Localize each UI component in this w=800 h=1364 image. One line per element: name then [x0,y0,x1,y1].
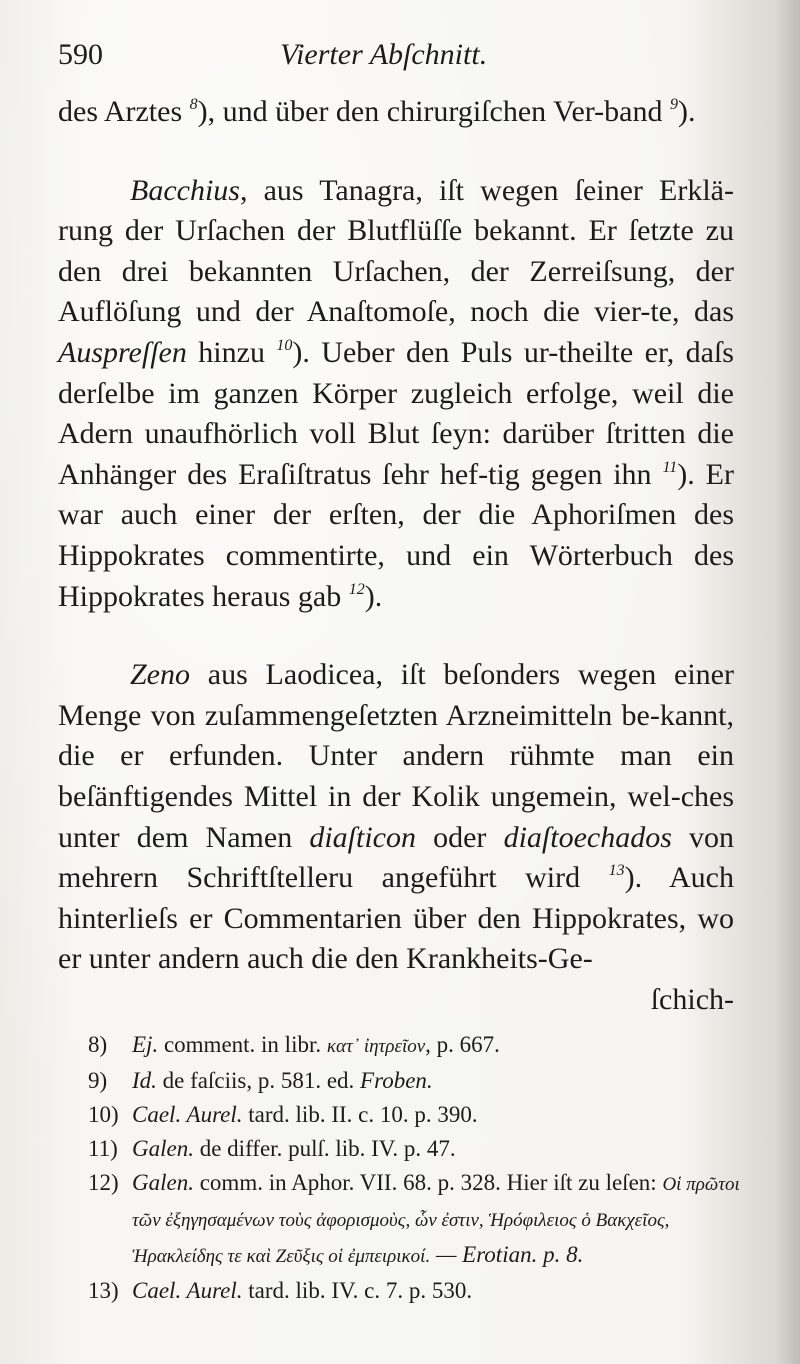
footnote-author: Cael. Aurel. [132,1278,243,1303]
footnote [88,1132,748,1166]
footnote-ref: 11 [662,458,678,476]
main-text [58,92,734,1020]
footnote [88,1028,748,1064]
text-run: ). [677,95,696,128]
footnote-edition: Froben. [360,1068,433,1093]
catchword: ſchich- [650,982,734,1016]
page-header [58,38,738,82]
footnote-greek: κατ᾽ ἰητρεῖον [326,1036,426,1057]
footnote-ref: 10 [276,336,293,354]
footnote-text: tard. lib. II. c. 10. p. 390. [242,1102,478,1127]
footnote-greek: Οἱ πρῶτοι τῶν ἐξηγησαμένων τοὺς ἀφορισμοὺς, ὧν ἐστιν, Ἡρόφιλειος ὁ Βακχεῖος, Ἡρακλείδης τε καὶ Ζεῦξις οἱ ἐμπειρικοί. [132,1174,740,1267]
person-name: Zeno [130,658,190,692]
text-run: ), und über den chirurgiſchen Ver-band [197,95,670,128]
footnote-number: 10) [88,1102,119,1127]
person-name: Bacchius [130,173,240,207]
footnotes [88,1028,748,1308]
text-run: ). Er war auch einer der erſten, der die Aphoriſmen des Hippokrates commentirte, und ein Wörterbuch des Hippokrates heraus gab [58,457,734,613]
paragraph-bacchius [58,171,734,618]
text-run: oder [415,820,504,854]
footnote-text: , p. 667. [425,1032,500,1057]
text-run: ). Auch hinterlieſs er Commentarien über den Hippokrates, wo er unter andern auch die den Krankheits-Ge- [58,861,734,976]
footnote-ref: 12 [348,580,365,598]
text-run: , aus Tanagra, iſt wegen ſeiner Erklä-rung der Urſachen der Blutflüſſe bekannt. Er ſetzte zu den drei bekannten Urſachen, der Zerreiſsung, der Auflöſung und der Anaſtomoſe, noch die vier-te, das [58,173,734,329]
footnote [88,1098,748,1132]
term: diaſtoechados [503,820,672,854]
footnote [88,1166,748,1274]
footnote-author: Galen. [132,1136,194,1161]
paragraph-continuation [58,92,734,133]
footnote-ref: 8 [189,96,198,113]
footnote-text: comment. in libr. [158,1032,327,1057]
footnote-author: Id. [132,1068,157,1093]
footnote-text: comm. in Aphor. VII. 68. p. 328. Hier iſt zu leſen: [193,1170,663,1195]
text-run: ). [364,579,383,613]
footnote [88,1274,748,1308]
footnote-author: Galen. [132,1170,194,1195]
footnote-text: de faſciis, p. 581. ed. [156,1068,361,1093]
footnote-author: Ej. [132,1032,159,1057]
footnote-ref: 9 [669,96,678,113]
footnote-ref: 13 [608,862,625,880]
footnote-text: de differ. pulſ. lib. IV. p. 47. [193,1136,456,1161]
page-number: 590 [58,38,103,71]
footnote-number: 9) [88,1068,108,1093]
footnote-author: Cael. Aurel. [132,1102,243,1127]
footnote-number: 11) [88,1136,118,1161]
text-run: von mehrern Schriftſtelleru angeführt wird [58,820,735,895]
footnote-number: 13) [88,1278,119,1303]
text-run: hinzu [186,335,277,369]
running-title: Vierter Abſchnitt. [280,38,488,71]
footnote-number: 8) [88,1032,108,1057]
footnote-text: tard. lib. IV. c. 7. p. 530. [242,1278,473,1303]
term: diaſticon [309,820,416,854]
text-run: ). Ueber den Puls ur-theilte er, daſs derſelbe im ganzen Körper zugleich erfolge, weil die Adern unaufhörlich voll Blut ſeyn: darüber ſtritten die Anhänger des Eraſiſtratus ſehr hef-tig gegen ihn [58,335,734,491]
paragraph-zeno [58,655,734,1020]
footnote-text: — Erotian. p. 8. [430,1242,584,1267]
footnote [88,1064,748,1098]
text-run: aus Laodicea, iſt beſonders wegen einer Menge von zuſammengeſetzten Arzneimitteln be-kannt, die er erfunden. Unter andern rühmte man ein beſänftigendes Mittel in der Kolik ungemein, wel-ches unter dem Namen [58,658,734,854]
footnote-number: 12) [88,1170,119,1195]
term: Auspreſſen [58,335,187,369]
text-run: des Arztes [58,95,190,128]
